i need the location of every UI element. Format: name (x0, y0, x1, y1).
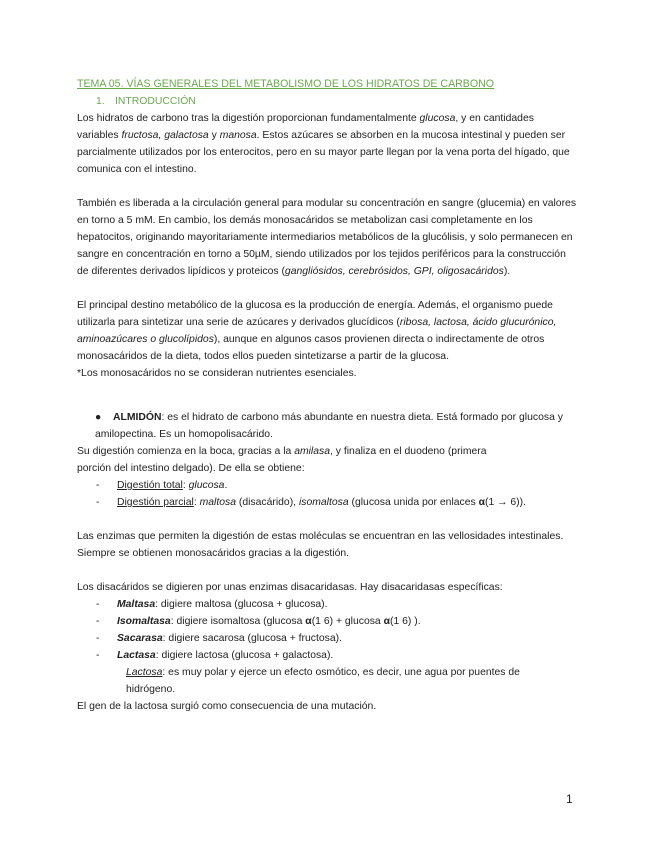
dash-marker: - (96, 497, 100, 508)
text-run: (1 6) + glucosa (311, 616, 384, 627)
text-run: , y finaliza en el duodeno (primera (330, 446, 487, 457)
spacer (77, 399, 577, 409)
bullet-almidon (77, 409, 577, 443)
dash-marker: - (96, 599, 100, 610)
text-run: : digiere lactosa (glucosa + galactosa). (155, 650, 334, 661)
section-label: INTRODUCCIÓN (115, 96, 196, 107)
text-run: , y en cantidades variables (77, 113, 534, 141)
list-item-isomaltasa (77, 613, 577, 630)
italic-term: glucosa (188, 480, 225, 491)
text-run: : (193, 497, 200, 508)
alpha-symbol: α (305, 616, 312, 627)
enzyme-name: Maltasa (117, 599, 156, 610)
underlined-label: Digestión parcial (117, 497, 194, 508)
text-run: (glucosa unida por enlaces (348, 497, 479, 508)
text-run: : digiere sacarosa (glucosa + fructosa). (162, 633, 342, 644)
section-number: 1. (96, 96, 105, 107)
list-item-maltasa (77, 596, 577, 613)
italic-term: gangliósidos, cerebrósidos, GPI, oligosacáridos (284, 266, 504, 277)
bullet-icon: ● (95, 412, 102, 423)
spacer (77, 280, 577, 297)
italic-term: maltosa (199, 497, 236, 508)
paragraph-disacaridasas: Los disacáridos se digieren por unas enzimas disacaridasas. Hay disacaridasas específicas: (77, 582, 503, 593)
section-heading (77, 93, 577, 110)
note-monosacaridos: *Los monosacáridos no se consideran nutrientes esenciales. (77, 368, 357, 379)
text-run: ), aunque en algunos casos provienen directa o indirectamente de otros monosacáridos de la dieta, todos ellos pueden sintetizarse a partir de la glucosa. (77, 334, 545, 362)
text-run: ). (503, 266, 511, 277)
italic-term: amilasa (294, 446, 330, 457)
paragraph-destino (77, 297, 577, 365)
italic-term: manosa (219, 130, 257, 141)
text-run: . (224, 480, 228, 491)
italic-term: fructosa, galactosa (121, 130, 209, 141)
text-run: : es muy polar y ejerce un efecto osmótico, es decir, une agua por puentes de hidrógeno. (126, 667, 520, 695)
paragraph-digestion (77, 443, 577, 460)
enzyme-name: Isomaltasa (117, 616, 171, 627)
term-almidon: ALMIDÓN (113, 412, 162, 423)
text-run: : (182, 480, 189, 491)
text-run: : digiere maltosa (glucosa + glucosa). (155, 599, 328, 610)
text-run: : digiere isomaltosa (glucosa (170, 616, 306, 627)
text-run: Su digestión comienza en la boca, gracias a la (77, 446, 295, 457)
alpha-symbol: α (383, 616, 390, 627)
dash-marker: - (96, 616, 100, 627)
enzyme-name: Lactasa (117, 650, 156, 661)
alpha-symbol: α (478, 497, 485, 508)
document-body (77, 76, 577, 715)
spacer (77, 382, 577, 399)
text-run: (1 6) ). (390, 616, 421, 627)
italic-term: isomaltosa (298, 497, 349, 508)
list-item-lactasa (77, 647, 577, 664)
text-run: También es liberada a la circulación general para modular su concentración en sangre (glucemia) en valores en torno a 5 mM. En cambio, los demás monosacáridos se metabolizan casi completamente en los hepatocitos, originando mayoritariamente intermediarios metabólicos de la glucólisis, y solo permanecen en sangre en concentración en torno a 50µM, siendo utilizados por los tejidos periféricos para la construcción de diferentes derivados lipídicos y proteicos ( (77, 198, 577, 277)
dash-marker: - (96, 650, 100, 661)
list-item-digestion-total (77, 477, 577, 494)
spacer (77, 511, 577, 528)
paragraph-intro (77, 110, 577, 178)
document-title: TEMA 05. VÍAS GENERALES DEL METABOLISMO DE LOS HIDRATOS DE CARBONO (77, 78, 494, 90)
italic-term: ribosa, lactosa, ácido glucurónico, aminoazúcares o glucolípidos (77, 317, 557, 345)
list-item-sacarasa (77, 630, 577, 647)
paragraph-gen-lactosa: El gen de la lactosa surgió como consecuencia de una mutación. (77, 701, 377, 712)
spacer (77, 178, 577, 195)
text-run: . Estos azúcares se absorben en la mucosa intestinal y pueden ser parcialmente utilizados por los enterocitos, pero en su mayor parte llegan por la vena porta del hígado, que comunica con el intestino. (77, 130, 570, 175)
text-run: El principal destino metabólico de la glucosa es la producción de energía. Además, el organismo puede utilizarla para sintetizar una serie de azúcares y derivados glucídicos ( (77, 300, 553, 328)
note-lactosa (77, 664, 577, 698)
paragraph-digestion-cont: porción del intestino delgado). De ella se obtiene: (77, 463, 305, 474)
text-run: y (208, 130, 220, 141)
underlined-label: Digestión total (117, 480, 183, 491)
text-run: (1 → 6)). (484, 497, 526, 508)
underlined-italic-label: Lactosa (126, 667, 163, 678)
dash-marker: - (96, 480, 100, 491)
spacer (77, 562, 577, 579)
list-item-digestion-parcial (77, 494, 577, 511)
paragraph-enzimas: Las enzimas que permiten la digestión de estas moléculas se encuentran en las vellosidades intestinales. (77, 531, 564, 542)
enzyme-name: Sacarasa (117, 633, 163, 644)
paragraph-monosacaridos: Siempre se obtienen monosacáridos gracias a la digestión. (77, 548, 350, 559)
dash-marker: - (96, 633, 100, 644)
italic-term: glucosa (419, 113, 456, 124)
page-number: 1 (566, 792, 573, 806)
text-run: (disacárido), (236, 497, 299, 508)
text-run: : es el hidrato de carbono más abundante en nuestra dieta. Está formado por glucosa y amilopectina. Es un homopolisacárido. (95, 412, 563, 440)
text-run: Los hidratos de carbono tras la digestión proporcionan fundamentalmente (77, 113, 420, 124)
paragraph-circulation (77, 195, 577, 280)
